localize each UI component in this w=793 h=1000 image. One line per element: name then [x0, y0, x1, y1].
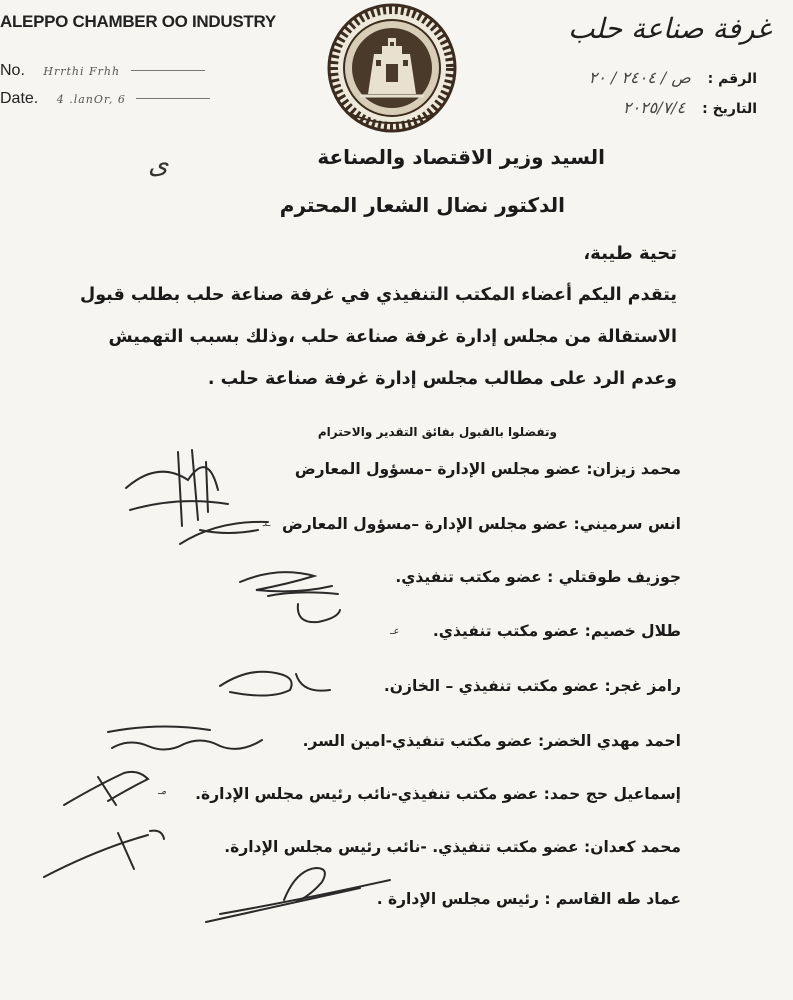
handwritten-initial: مـ	[158, 786, 167, 797]
date-handwritten-value: 4 .lanOr, 6	[56, 93, 126, 106]
signatory-line: محمد كعدان: عضو مكتب تنفيذي. -نائب رئيس مجلس الإدارة.	[224, 838, 681, 856]
signatory-line: عماد طه القاسم : رئيس مجلس الإدارة .	[376, 890, 681, 908]
signature-6	[38, 825, 178, 885]
signature-1	[118, 440, 278, 555]
signature-7	[200, 860, 400, 930]
signature-3	[210, 660, 340, 705]
addressee-line-2: الدكتور نضال الشعار المحترم	[279, 193, 565, 217]
org-name-english: ALEPPO CHAMBER OO INDUSTRY	[0, 12, 276, 31]
body-line: وعدم الرد على مطالب مجلس إدارة غرفة صناعة حلب .	[207, 369, 677, 389]
number-handwritten-value: Hrrthi Frhh	[43, 65, 121, 78]
number-underline	[131, 70, 205, 71]
reference-number-line	[589, 68, 757, 87]
org-name-arabic: غرفة صناعة حلب	[568, 12, 771, 45]
number-label: No.	[0, 62, 25, 79]
addressee-line-1: السيد وزير الاقتصاد والصناعة	[317, 145, 605, 169]
date-line	[0, 90, 210, 108]
number-line	[0, 62, 205, 80]
signature-5	[58, 765, 168, 815]
arabic-date-label: التاريخ :	[702, 101, 757, 117]
signatory-line: طلال خصيم: عضو مكتب تنفيذي.	[432, 622, 681, 640]
body-line: يتقدم اليكم أعضاء المكتب التنفيذي في غرفة صناعة حلب بطلب قبول	[80, 285, 677, 305]
arabic-date-line	[623, 98, 757, 117]
arabic-date-handwritten-value: ٢٠٢٥/٧/٤	[622, 98, 686, 117]
closing-phrase: وتفضلوا بالقبول بفائق التقدير والاحترام	[317, 425, 557, 439]
signature-4	[100, 720, 270, 760]
date-underline	[136, 98, 210, 99]
signatory-line: انس سرميني: عضو مجلس الإدارة –مسؤول المعارض	[281, 515, 681, 533]
signatory-line: محمد زيزان: عضو مجلس الإدارة –مسؤول المعارض	[294, 460, 681, 478]
signatory-line: احمد مهدي الخضر: عضو مكتب تنفيذي-امين السر.	[302, 732, 681, 750]
handwritten-initial: ـد	[262, 518, 271, 529]
reference-label: الرقم :	[707, 71, 757, 87]
signatory-line: إسماعيل حج حمد: عضو مكتب تنفيذي-نائب رئيس مجلس الإدارة.	[195, 785, 681, 803]
handwritten-initial: عـ	[390, 626, 399, 637]
chamber-seal-logo	[316, 2, 468, 140]
body-line: الاستقالة من مجلس إدارة غرفة صناعة حلب ،وذلك بسبب التهميش	[108, 327, 677, 347]
greeting: تحية طيبة،	[583, 243, 677, 264]
reference-handwritten-value: ص / ٢٤٠٤ / ٢٠	[588, 68, 691, 87]
signatory-line: جوزيف طوقتلي : عضو مكتب تنفيذي.	[395, 568, 681, 586]
signatory-line: رامز غجر: عضو مكتب تنفيذي – الخازن.	[383, 677, 681, 695]
handwritten-mark: ى	[148, 150, 169, 180]
signature-2	[228, 560, 348, 640]
date-label: Date.	[0, 90, 39, 107]
